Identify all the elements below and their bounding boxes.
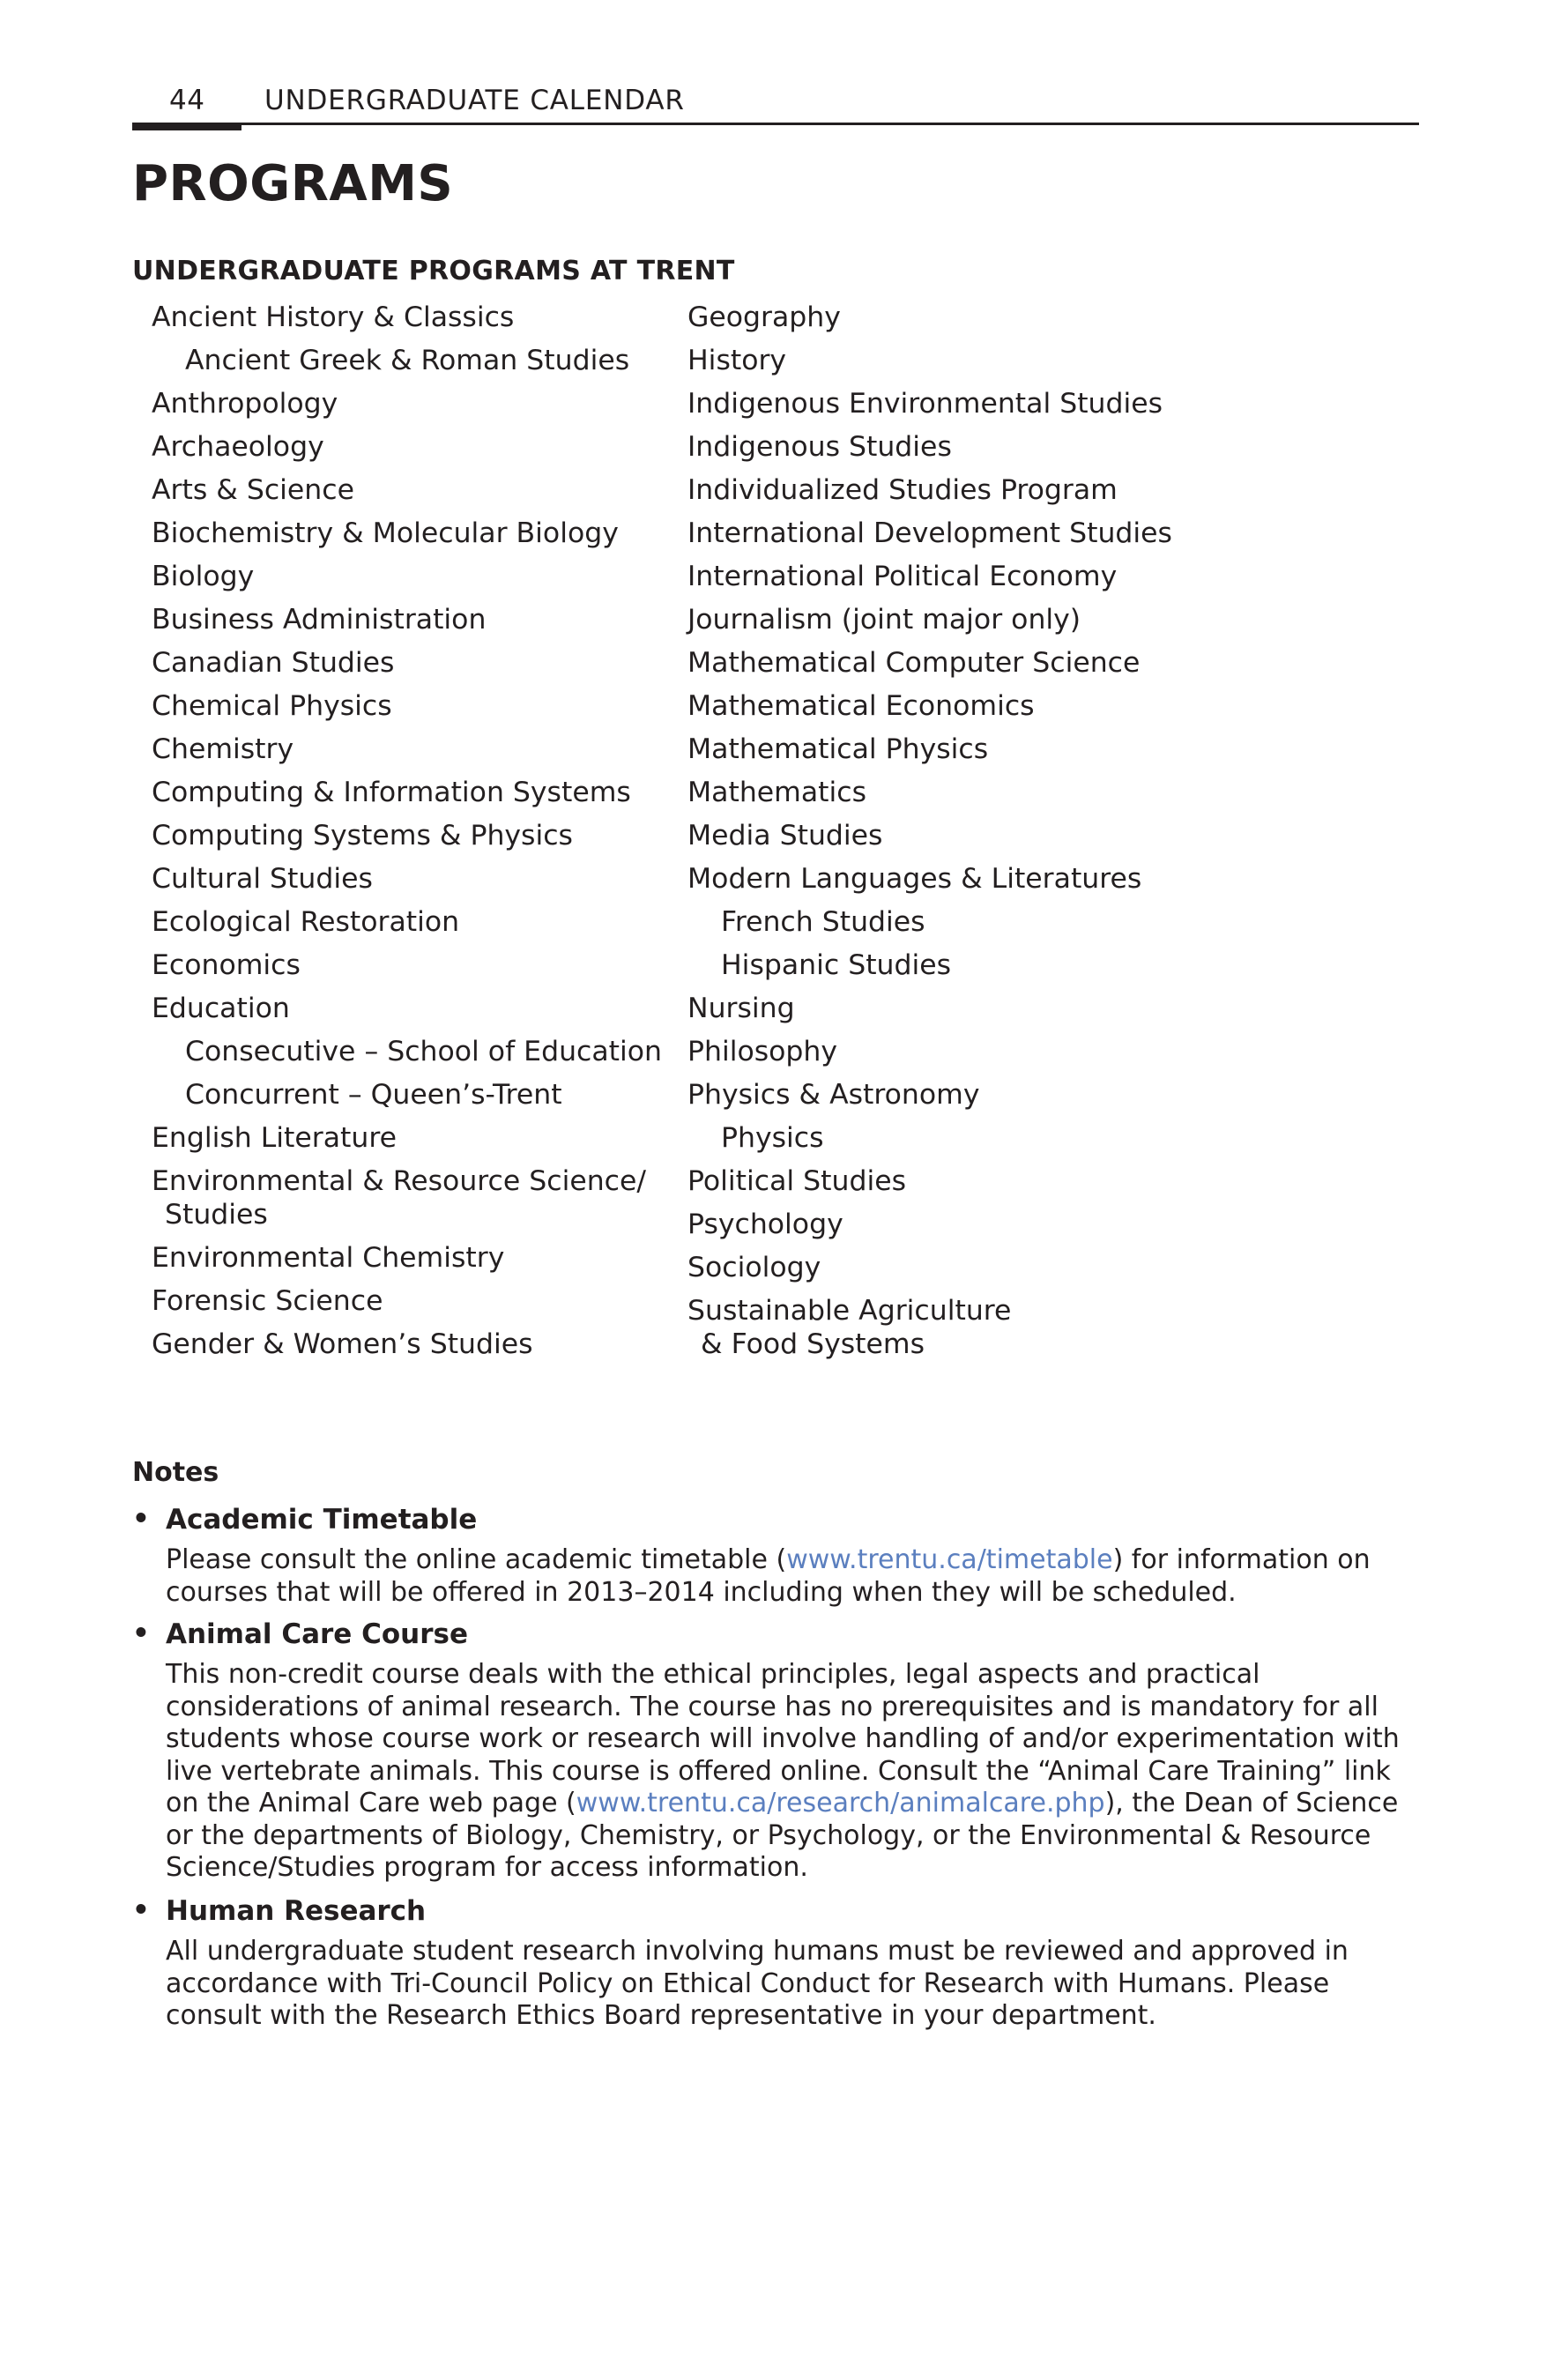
animal-care-link[interactable]: www.trentu.ca/research/animalcare.php [576,1788,1105,1818]
program-item [152,1164,680,1231]
program-item [687,1294,1216,1361]
program-item-continuation: & Food Systems [701,1328,925,1360]
program-item: Ancient History & Classics [152,301,515,333]
program-item: Chemical Physics [152,690,392,722]
note-title: Academic Timetable [166,1504,478,1536]
note-title: Animal Care Course [166,1618,468,1650]
program-item: Mathematical Computer Science [687,647,1141,679]
program-item: Mathematical Economics [687,690,1035,722]
program-item: Individualized Studies Program [687,474,1118,506]
note-text: This non-credit course deals with the ethical principles, legal aspects and practical considerations of animal research. The course has no prerequisites and is mandatory for all students whose course work or research will involve handling of and/or experimentation with live vertebrate animals. This course is offered online. Consult the “Animal Care Training” link on the Animal Care web page ( [166,1659,1400,1818]
note-body [166,1544,1410,1609]
program-item: Psychology [687,1209,843,1240]
note-text: Please consult the online academic timetable ( [166,1544,787,1575]
program-item-line: Sustainable Agriculture [687,1295,1012,1327]
bullet-icon: • [132,1618,150,1649]
note-text: ) for information on courses that will be offered in 2013–2014 including when they will be scheduled. [166,1544,1371,1608]
program-subitem: Consecutive – School of Education [185,1036,662,1067]
program-item: Biology [152,561,255,592]
timetable-link[interactable]: www.trentu.ca/timetable [786,1544,1113,1575]
programs-right-column [687,301,1216,1371]
program-item: Canadian Studies [152,647,395,679]
program-item: Indigenous Studies [687,431,952,463]
program-item: Gender & Women’s Studies [152,1328,533,1360]
header-tab-bar [132,123,241,130]
note-body [166,1659,1410,1885]
running-header [132,81,1419,125]
program-item: Archaeology [152,431,324,463]
program-item: Environmental Chemistry [152,1242,505,1274]
program-item: Computing Systems & Physics [152,820,573,852]
program-item-continuation: Studies [165,1199,268,1231]
programs-left-column [152,301,680,1371]
program-item: Computing & Information Systems [152,777,631,808]
program-item: Philosophy [687,1036,838,1067]
program-item: Chemistry [152,733,294,765]
program-item-line: Environmental & Resource Science/ [152,1165,646,1197]
page-title: PROGRAMS [132,155,454,212]
program-item: Cultural Studies [152,863,373,895]
program-item: Arts & Science [152,474,354,506]
program-item: Nursing [687,993,795,1024]
program-subitem: Hispanic Studies [721,949,952,981]
program-item: International Development Studies [687,517,1172,549]
program-item: Physics & Astronomy [687,1079,980,1111]
program-item: Mathematical Physics [687,733,989,765]
program-item: Indigenous Environmental Studies [687,388,1163,420]
program-subitem: Ancient Greek & Roman Studies [185,345,630,376]
program-subitem: French Studies [721,906,925,938]
program-item: Media Studies [687,820,883,852]
program-item: Biochemistry & Molecular Biology [152,517,619,549]
bullet-icon: • [132,1894,150,1926]
program-item: Geography [687,301,841,333]
program-item: Mathematics [687,777,866,808]
note-title: Human Research [166,1895,427,1927]
note-text: ), the Dean of Science or the departments of Biology, Chemistry, or Psychology, or the Environmental & Resource Science/Studies program for access information. [166,1788,1399,1883]
program-item: Education [152,993,290,1024]
program-item: Economics [152,949,301,981]
program-subitem: Concurrent – Queen’s-Trent [185,1079,562,1111]
header-rule [132,123,1419,125]
program-item: Sociology [687,1252,821,1283]
note-text: All undergraduate student research involving humans must be reviewed and approved in accordance with Tri-Council Policy on Ethical Conduct for Research with Humans. Please consult with the Research Ethics Board representative in your department. [166,1936,1349,2031]
program-subitem: Physics [721,1122,824,1154]
notes-heading: Notes [132,1457,219,1488]
program-item: History [687,345,787,376]
note-body [166,1936,1410,2033]
program-item: Modern Languages & Literatures [687,863,1142,895]
program-item: Journalism (joint major only) [687,604,1081,636]
program-item: Business Administration [152,604,487,636]
program-item: English Literature [152,1122,397,1154]
program-item: Ecological Restoration [152,906,460,938]
page-number: 44 [169,85,205,116]
program-item: Political Studies [687,1165,906,1197]
bullet-icon: • [132,1503,150,1535]
section-heading: UNDERGRADUATE PROGRAMS AT TRENT [132,256,735,286]
program-item: Forensic Science [152,1285,383,1317]
program-item: Anthropology [152,388,338,420]
running-title: UNDERGRADUATE CALENDAR [264,85,685,116]
program-item: International Political Economy [687,561,1118,592]
